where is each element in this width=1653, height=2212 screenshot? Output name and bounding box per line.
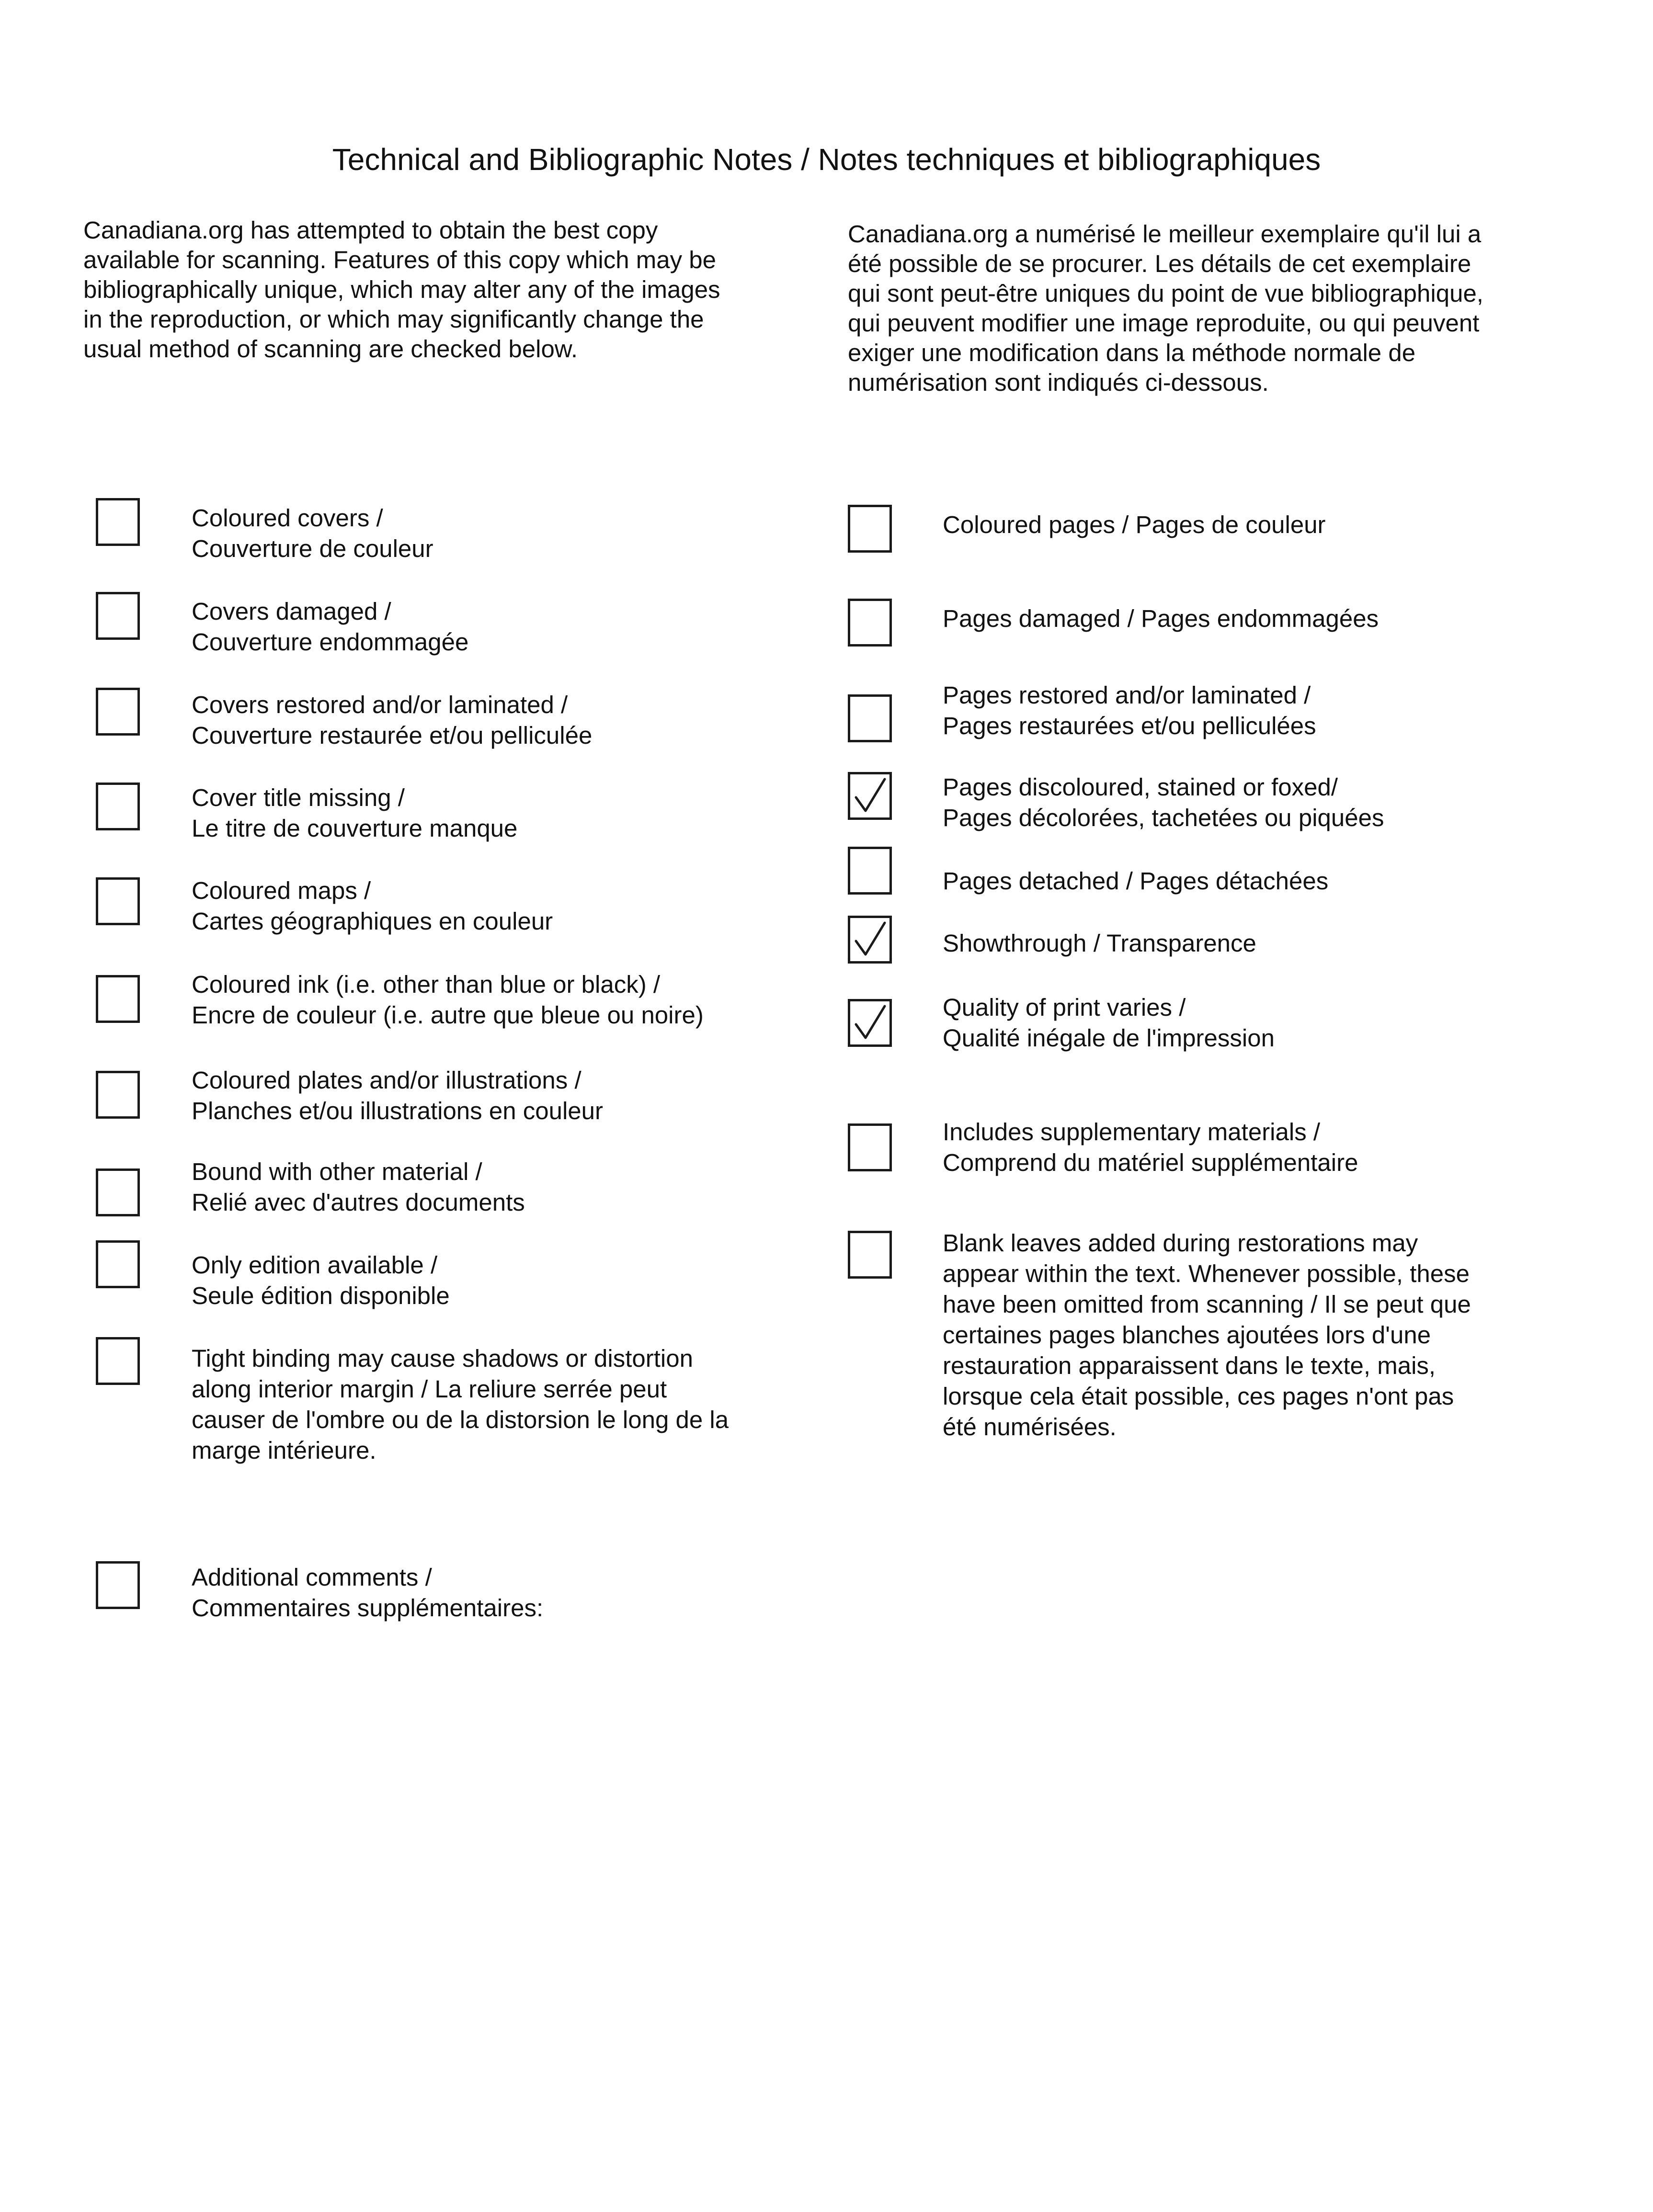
checklist-label: Coloured plates and/or illustrations / Planches et/ou illustrations en couleur [192, 1066, 604, 1124]
checklist-label: Pages restored and/or laminated / Pages restaurées et/ou pelliculées [943, 681, 1316, 739]
checkbox[interactable] [96, 592, 140, 640]
checklist-label: Showthrough / Transparence [943, 930, 1256, 957]
page-title: Technical and Bibliographic Notes / Notes techniques et bibliographiques [332, 142, 1321, 177]
checkbox[interactable] [848, 1231, 892, 1279]
checkbox[interactable] [96, 975, 140, 1023]
checkbox[interactable] [96, 783, 140, 830]
checkbox[interactable] [96, 1071, 140, 1119]
checklist-label: Coloured covers / Couverture de couleur [192, 504, 433, 562]
checkmark-icon [853, 1004, 887, 1042]
checklist-label: Tight binding may cause shadows or distortion along interior margin / La reliure serrée peut causer de l'ombre ou de la distorsion le long de la marge intérieure. [192, 1345, 729, 1464]
checkbox[interactable] [96, 498, 140, 546]
checklist-label: Pages discoloured, stained or foxed/ Pages décolorées, tachetées ou piquées [943, 773, 1384, 831]
checkbox-checked[interactable] [848, 772, 892, 820]
checkbox[interactable] [96, 1240, 140, 1288]
checklist-label: Additional comments / Commentaires supplémentaires: [192, 1564, 544, 1622]
checkmark-icon [853, 921, 887, 958]
checkbox[interactable] [96, 1561, 140, 1609]
checklist-label: Blank leaves added during restorations may appear within the text. Whenever possible, these have been omitted from scanning / Il se peut que certaines pages blanches ajoutées lors d'une restauration apparaissent dans le texte, mais, lorsque cela était possible, ces pages n'ont pas été numérisées. [943, 1229, 1471, 1441]
checkbox[interactable] [96, 877, 140, 925]
checkbox[interactable] [848, 505, 892, 553]
checklist-label: Covers damaged / Couverture endommagée [192, 598, 469, 656]
checklist-label: Covers restored and/or laminated / Couverture restaurée et/ou pelliculée [192, 691, 593, 749]
checkmark-icon [853, 777, 887, 815]
checkbox[interactable] [848, 694, 892, 742]
checklist-label: Pages detached / Pages détachées [943, 867, 1329, 895]
intro-french: Canadiana.org a numérisé le meilleur exemplaire qu'il lui a été possible de se procurer. Les détails de cet exemplaire qui sont peut-être uniques du point de vue bibliographique, qui peuvent modifier une image reproduite, ou qui peuvent exiger une modification dans la méthode normale de numérisation sont indiqués ci-dessous. [848, 220, 1483, 396]
checklist-label: Bound with other material / Relié avec d'autres documents [192, 1158, 525, 1216]
checklist-label: Coloured maps / Cartes géographiques en couleur [192, 877, 553, 935]
checklist-label: Pages damaged / Pages endommagées [943, 605, 1379, 632]
checkbox-checked[interactable] [848, 999, 892, 1047]
checkbox[interactable] [848, 1123, 892, 1171]
checklist-label: Cover title missing / Le titre de couverture manque [192, 784, 518, 842]
checkbox[interactable] [96, 688, 140, 736]
checklist-label: Coloured ink (i.e. other than blue or black) / Encre de couleur (i.e. autre que bleue ou noire) [192, 971, 704, 1029]
checklist-label: Quality of print varies / Qualité inégale de l'impression [943, 994, 1275, 1052]
checkbox[interactable] [848, 599, 892, 647]
checkbox[interactable] [96, 1168, 140, 1216]
intro-english: Canadiana.org has attempted to obtain the best copy available for scanning. Features of this copy which may be bibliographically unique, which may alter any of the images in the reproduction, or which may significantly change the usual method of scanning are checked below. [83, 216, 720, 363]
checkbox-checked[interactable] [848, 916, 892, 964]
checklist-label: Only edition available / Seule édition disponible [192, 1251, 450, 1309]
checkbox[interactable] [96, 1337, 140, 1385]
checklist-label: Coloured pages / Pages de couleur [943, 511, 1326, 538]
checklist-label: Includes supplementary materials / Comprend du matériel supplémentaire [943, 1118, 1358, 1176]
checkbox[interactable] [848, 847, 892, 895]
